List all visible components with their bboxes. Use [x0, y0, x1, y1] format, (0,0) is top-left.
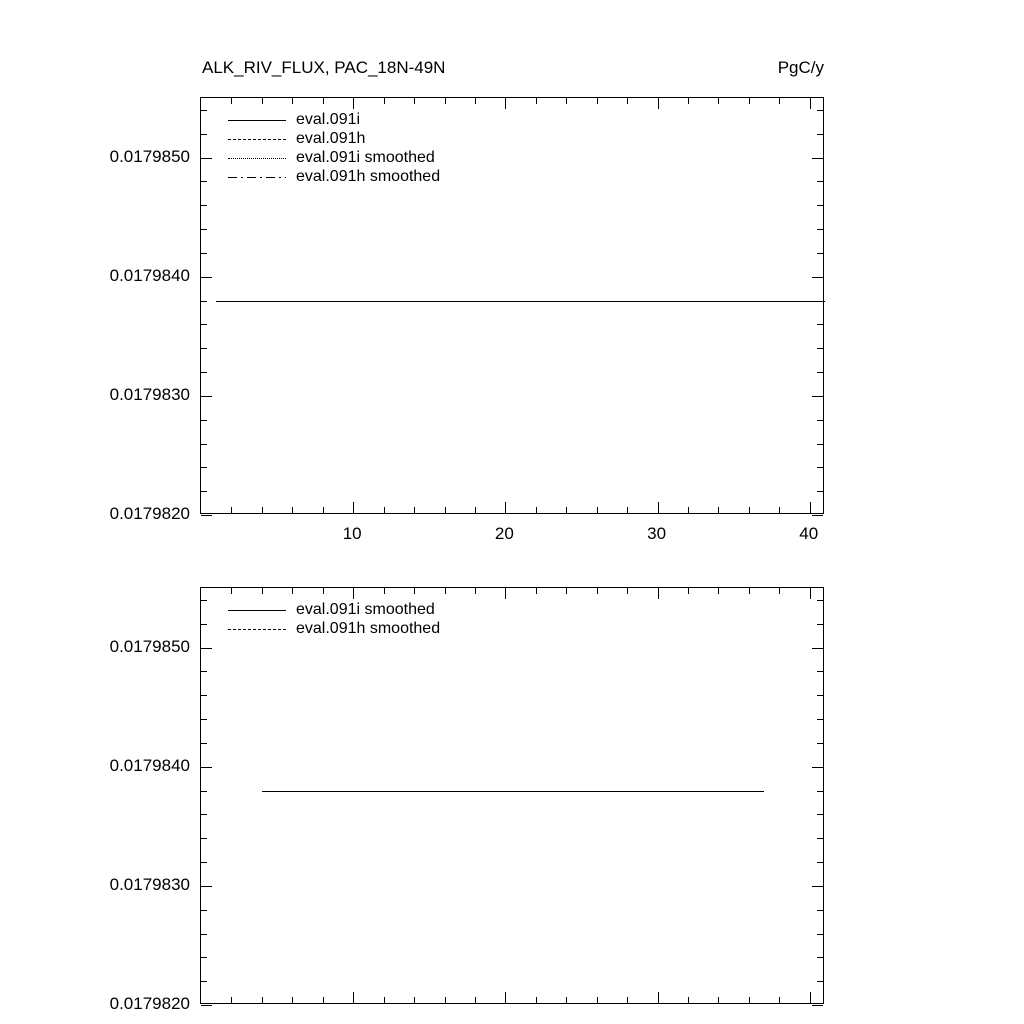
axis-tick — [627, 507, 628, 513]
axis-tick — [201, 158, 212, 159]
axis-tick — [201, 957, 207, 958]
legend-entry — [228, 130, 588, 149]
axis-tick — [262, 588, 263, 594]
axis-tick — [817, 624, 823, 625]
axis-tick — [779, 997, 780, 1003]
axis-tick — [201, 205, 207, 206]
axis-tick — [627, 997, 628, 1003]
axis-tick — [384, 507, 385, 513]
legend-entry — [228, 168, 588, 187]
y-tick-label: 0.0179830 — [109, 384, 190, 404]
legend-line-sample — [228, 629, 286, 630]
axis-tick — [201, 767, 212, 768]
axis-tick — [566, 507, 567, 513]
axis-tick — [817, 695, 823, 696]
axis-tick — [201, 134, 207, 135]
axis-tick — [566, 98, 567, 104]
axis-tick — [201, 348, 207, 349]
axis-tick — [627, 98, 628, 104]
axis-tick — [353, 588, 354, 599]
axis-tick — [810, 992, 811, 1003]
axis-tick — [201, 981, 207, 982]
axis-tick — [817, 420, 823, 421]
axis-tick — [779, 98, 780, 104]
axis-tick — [505, 588, 506, 599]
axis-tick — [817, 862, 823, 863]
legend-bottom — [228, 601, 588, 639]
axis-tick — [812, 158, 823, 159]
legend-label: eval.091h smoothed — [296, 620, 441, 637]
legend-label: eval.091h — [296, 130, 366, 147]
axis-tick — [688, 588, 689, 594]
axis-tick — [505, 992, 506, 1003]
legend-label: eval.091i smoothed — [296, 601, 435, 618]
axis-tick — [201, 743, 207, 744]
axis-tick — [201, 229, 207, 230]
axis-tick — [688, 997, 689, 1003]
axis-tick — [658, 992, 659, 1003]
axis-tick — [262, 98, 263, 104]
axis-tick — [817, 444, 823, 445]
axis-tick — [201, 910, 207, 911]
axis-tick — [292, 507, 293, 513]
axis-tick — [817, 743, 823, 744]
axis-tick — [810, 98, 811, 109]
axis-tick — [536, 588, 537, 594]
legend-line-sample — [228, 158, 286, 159]
axis-tick — [505, 502, 506, 513]
axis-tick — [292, 588, 293, 594]
axis-tick — [536, 507, 537, 513]
axis-tick — [658, 588, 659, 599]
axis-tick — [817, 348, 823, 349]
axis-tick — [201, 695, 207, 696]
page-title: ALK_RIV_FLUX, PAC_18N-49N — [202, 58, 446, 77]
axis-tick — [414, 507, 415, 513]
legend-top — [228, 111, 588, 187]
axis-tick — [749, 588, 750, 594]
axis-tick — [536, 98, 537, 104]
chart-panel-bottom — [200, 587, 824, 1004]
legend-label: eval.091i smoothed — [296, 149, 435, 166]
legend-entry — [228, 149, 588, 168]
legend-line-sample — [228, 139, 286, 140]
legend-label: eval.091h smoothed — [296, 168, 441, 185]
axis-tick — [718, 588, 719, 594]
axis-tick — [817, 814, 823, 815]
axis-tick — [201, 253, 207, 254]
axis-tick — [201, 1005, 212, 1006]
axis-tick — [414, 588, 415, 594]
x-axis-labels-top — [200, 524, 824, 548]
axis-tick — [201, 600, 207, 601]
axis-tick — [201, 515, 212, 516]
axis-tick — [445, 588, 446, 594]
axis-tick — [353, 992, 354, 1003]
legend-entry — [228, 601, 588, 620]
axis-tick — [201, 324, 207, 325]
axis-tick — [323, 588, 324, 594]
axis-tick — [812, 767, 823, 768]
axis-tick — [817, 838, 823, 839]
axis-tick — [597, 507, 598, 513]
x-tick-label: 20 — [494, 524, 514, 543]
axis-tick — [353, 98, 354, 109]
axis-tick — [384, 588, 385, 594]
axis-tick — [566, 588, 567, 594]
axis-tick — [812, 396, 823, 397]
axis-tick — [231, 98, 232, 104]
axis-tick — [718, 98, 719, 104]
axis-tick — [201, 372, 207, 373]
axis-tick — [817, 791, 823, 792]
axis-tick — [597, 98, 598, 104]
plot-area-bottom — [201, 588, 823, 1003]
series-line — [262, 791, 764, 792]
axis-tick — [688, 98, 689, 104]
axis-tick — [201, 467, 207, 468]
axis-tick — [688, 507, 689, 513]
y-tick-label: 0.0179830 — [109, 874, 190, 894]
axis-tick — [201, 814, 207, 815]
axis-tick — [323, 507, 324, 513]
axis-tick — [201, 886, 212, 887]
axis-tick — [201, 648, 212, 649]
axis-tick — [817, 600, 823, 601]
axis-tick — [817, 205, 823, 206]
axis-tick — [810, 502, 811, 513]
axis-tick — [817, 934, 823, 935]
y-tick-label: 0.0179840 — [109, 265, 190, 285]
legend-line-sample — [228, 177, 286, 178]
x-tick-label: 10 — [342, 524, 362, 543]
axis-tick — [201, 838, 207, 839]
series-line — [216, 301, 825, 302]
axis-tick — [323, 997, 324, 1003]
axis-tick — [566, 997, 567, 1003]
axis-tick — [812, 886, 823, 887]
legend-label: eval.091i — [296, 111, 361, 128]
axis-tick — [445, 98, 446, 104]
axis-tick — [201, 671, 207, 672]
y-axis-labels-bottom — [55, 587, 190, 1013]
axis-tick — [597, 997, 598, 1003]
axis-tick — [231, 507, 232, 513]
axis-tick — [201, 301, 207, 302]
axis-tick — [817, 134, 823, 135]
axis-tick — [445, 507, 446, 513]
y-tick-label: 0.0179840 — [109, 755, 190, 775]
axis-tick — [812, 648, 823, 649]
axis-tick — [812, 1005, 823, 1006]
axis-tick — [817, 372, 823, 373]
axis-tick — [817, 110, 823, 111]
axis-tick — [201, 719, 207, 720]
axis-tick — [817, 719, 823, 720]
axis-tick — [817, 467, 823, 468]
axis-tick — [817, 957, 823, 958]
axis-tick — [201, 277, 212, 278]
axis-tick — [658, 98, 659, 109]
axis-tick — [817, 324, 823, 325]
axis-tick — [445, 997, 446, 1003]
axis-tick — [817, 253, 823, 254]
legend-line-sample — [228, 610, 286, 611]
axis-tick — [475, 507, 476, 513]
axis-tick — [323, 98, 324, 104]
axis-tick — [749, 997, 750, 1003]
axis-tick — [810, 588, 811, 599]
figure-header — [200, 58, 824, 80]
axis-tick — [812, 277, 823, 278]
axis-tick — [475, 588, 476, 594]
axis-tick — [384, 98, 385, 104]
x-tick-label: 40 — [799, 524, 819, 543]
axis-tick — [536, 997, 537, 1003]
axis-tick — [817, 181, 823, 182]
axis-tick — [817, 910, 823, 911]
axis-tick — [475, 997, 476, 1003]
axis-tick — [817, 229, 823, 230]
axis-tick — [292, 98, 293, 104]
axis-tick — [201, 110, 207, 111]
units-label: PgC/y — [777, 58, 824, 77]
y-tick-label: 0.0179820 — [109, 504, 190, 523]
axis-tick — [718, 997, 719, 1003]
axis-tick — [201, 791, 207, 792]
axis-tick — [201, 444, 207, 445]
y-tick-label: 0.0179850 — [109, 636, 190, 656]
axis-tick — [414, 997, 415, 1003]
axis-tick — [231, 997, 232, 1003]
axis-tick — [812, 515, 823, 516]
axis-tick — [817, 671, 823, 672]
x-tick-label: 30 — [647, 524, 667, 543]
axis-tick — [779, 588, 780, 594]
legend-line-sample — [228, 120, 286, 121]
axis-tick — [262, 507, 263, 513]
axis-tick — [201, 624, 207, 625]
axis-tick — [749, 98, 750, 104]
axis-tick — [292, 997, 293, 1003]
y-tick-label: 0.0179820 — [109, 994, 190, 1013]
y-tick-label: 0.0179850 — [109, 146, 190, 166]
axis-tick — [201, 934, 207, 935]
axis-tick — [201, 396, 212, 397]
axis-tick — [817, 981, 823, 982]
axis-tick — [262, 997, 263, 1003]
axis-tick — [779, 507, 780, 513]
axis-tick — [353, 502, 354, 513]
axis-tick — [627, 588, 628, 594]
axis-tick — [817, 491, 823, 492]
axis-tick — [475, 98, 476, 104]
axis-tick — [201, 491, 207, 492]
axis-tick — [201, 420, 207, 421]
y-axis-labels-top — [55, 97, 190, 523]
axis-tick — [414, 98, 415, 104]
axis-tick — [749, 507, 750, 513]
axis-tick — [505, 98, 506, 109]
axis-tick — [201, 862, 207, 863]
axis-tick — [384, 997, 385, 1003]
axis-tick — [231, 588, 232, 594]
legend-entry — [228, 620, 588, 639]
axis-tick — [597, 588, 598, 594]
axis-tick — [658, 502, 659, 513]
legend-entry — [228, 111, 588, 130]
axis-tick — [201, 181, 207, 182]
axis-tick — [718, 507, 719, 513]
